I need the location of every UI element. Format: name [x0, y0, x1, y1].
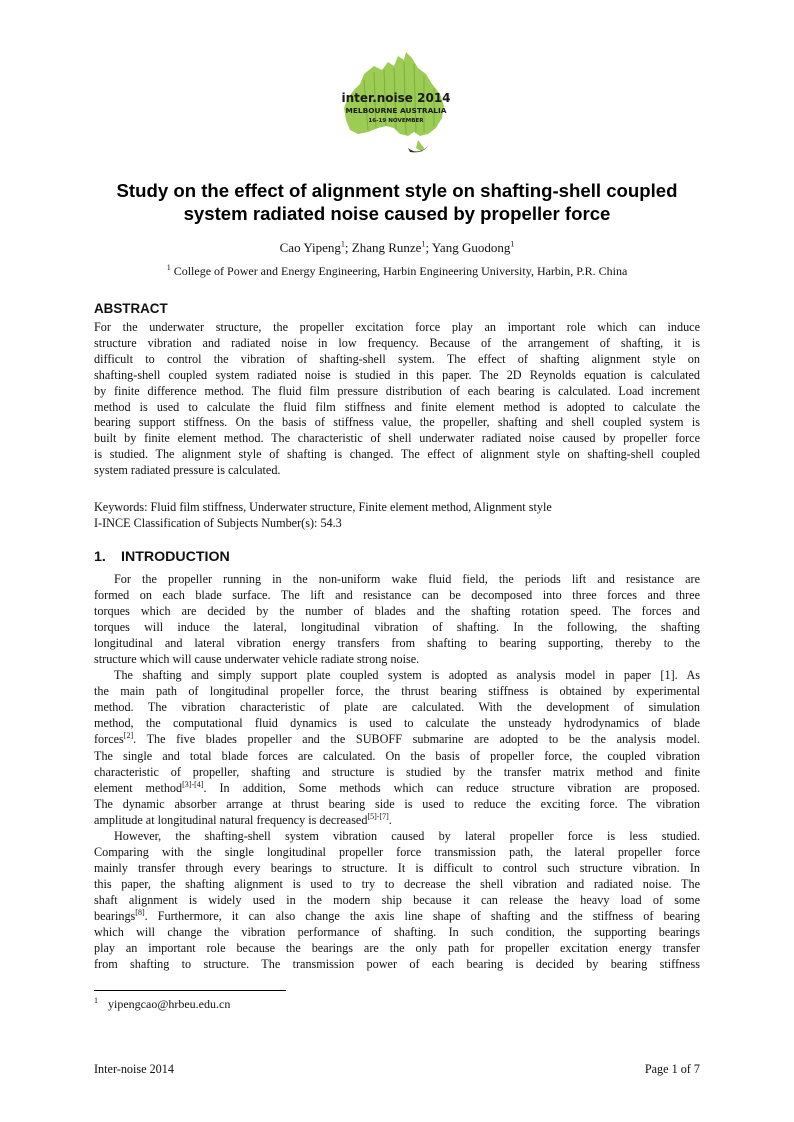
- section-number: 1.: [94, 549, 106, 565]
- line-text: Comparing with the single longitudinal propeller force transmission path, the lateral propeller force: [94, 844, 700, 859]
- author-affil-mark: 1: [421, 239, 426, 249]
- abstract-line: is studied. The alignment style of shafting is changed. The effect of alignment style on shafting-shell coupled: [94, 447, 700, 462]
- introduction-heading: [94, 549, 230, 566]
- paragraph-line: [94, 876, 700, 892]
- australia-map-logo: [334, 44, 458, 162]
- line-text: formed on each blade surface. The lift and resistance can be decomposed into three forces and three: [94, 588, 700, 603]
- paragraph-line: [94, 699, 700, 715]
- line-text: which will change the vibration performance of shafting. In such condition, the supporting bearings: [94, 925, 700, 940]
- author-list: [94, 240, 700, 256]
- line-text: play an important role because the bearings are the only path for propeller excitation energy transfer: [94, 941, 700, 956]
- abstract-line: shafting-shell coupled system radiated noise is studied in this paper. The 2D Reynolds equation is calculated: [94, 367, 700, 382]
- author-separator: ;: [344, 240, 352, 255]
- paragraph-line: [94, 619, 700, 635]
- line-text: characteristic of propeller, shafting and structure is studied by the transfer matrix method and finite: [94, 764, 700, 779]
- line-text: However, the shafting-shell system vibration caused by lateral propeller force is less studied.: [114, 828, 700, 843]
- paragraph-line: [94, 780, 700, 796]
- abstract-line: For the underwater structure, the propeller excitation force play an important role which can induce: [94, 320, 700, 334]
- paragraph-line: [94, 860, 700, 876]
- paragraph-line: [94, 924, 700, 940]
- paragraph-line: [94, 715, 700, 731]
- footer-conference: Inter-noise 2014: [94, 1062, 174, 1076]
- abstract-heading: ABSTRACT: [94, 301, 168, 316]
- paragraph-line: [94, 908, 700, 924]
- conference-logo: [334, 44, 458, 162]
- author-name: Yang Guodong: [431, 240, 511, 255]
- line-text: The dynamic absorber arrange at thrust bearing side is used to reduce the exciting force. The vibration: [94, 796, 700, 811]
- line-text: method, the computational fluid dynamics is used to calculate the unsteady hydrodynamics of blade: [94, 716, 700, 731]
- paragraph-line: [94, 956, 700, 972]
- paragraph-line: [94, 844, 700, 860]
- citation-ref: [2]: [123, 731, 134, 741]
- footnote: [94, 997, 230, 1012]
- abstract-body: [94, 320, 700, 479]
- footnote-rule: [94, 990, 286, 991]
- affiliation: [94, 264, 700, 279]
- paragraph-line: [94, 603, 700, 619]
- citation-ref: [3]-[4]: [182, 779, 204, 789]
- paper-title: [80, 179, 714, 225]
- line-text: this paper, the shafting alignment is used to try to decrease the shell vibration and radiated noise. The: [94, 876, 700, 891]
- abstract-line: structure vibration and radiated noise in low frequency. Because of the arrangement of shafting, it is: [94, 335, 700, 350]
- abstract-line: built by finite element method. The characteristic of shell underwater radiated noise caused by propeller force: [94, 431, 700, 446]
- line-text: the main path of longitudinal propeller force, the thrust bearing stiffness is obtained by experimental: [94, 684, 700, 699]
- title-line-2: system radiated noise caused by propeller force: [183, 203, 611, 224]
- abstract-line: system radiated pressure is calculated.: [94, 463, 281, 478]
- line-text: bearings: [94, 908, 136, 923]
- paragraph-line: [94, 764, 700, 780]
- line-text: torques will induce the lateral, longitudinal vibration of shafting. In the following, the shafting: [94, 620, 700, 635]
- classification: I-INCE Classification of Subjects Number(s): 54.3: [94, 516, 342, 530]
- paragraph-line: [94, 892, 700, 908]
- line-text-continued: . In addition, Some methods which can reduce structure vibration are proposed.: [203, 780, 700, 795]
- footnote-email: yipengcao@hrbeu.edu.cn: [108, 997, 231, 1011]
- paragraph-line: [94, 683, 700, 699]
- author-name: Cao Yipeng: [279, 240, 341, 255]
- paragraph-line: [94, 796, 700, 812]
- logo-line2: MELBOURNE AUSTRALIA: [345, 106, 447, 115]
- author-name: Zhang Runze: [351, 240, 422, 255]
- line-text: method. The vibration characteristic of plate are calculated. With the development of simulation: [94, 700, 700, 715]
- line-text: structure which will cause underwater vehicle radiate strong noise.: [94, 652, 420, 667]
- line-text: The shafting and simply support plate coupled system is adopted as analysis model in paper [1]. As: [114, 668, 700, 683]
- line-text: amplitude at longitudinal natural frequency is decreased: [94, 812, 368, 827]
- paragraph-line: [94, 940, 700, 956]
- abstract-line: difficult to control the vibration of shafting-shell system. The effect of shafting alignment style on: [94, 351, 700, 366]
- abstract-line: method is used to calculate the fluid film stiffness and finite element method is adopted to calculate the: [94, 399, 700, 414]
- line-text: forces: [94, 732, 124, 747]
- paragraph-line: [94, 748, 700, 764]
- section-title: INTRODUCTION: [121, 549, 230, 565]
- author-separator: ;: [425, 240, 432, 255]
- line-text: from shafting to structure. The transmission power of each bearing is decided by bearing stiffness: [94, 957, 700, 972]
- paragraph-line: [94, 667, 700, 683]
- title-line-1: Study on the effect of alignment style on shafting-shell coupled: [116, 180, 678, 201]
- paragraph-line: [94, 651, 700, 667]
- keywords: Keywords: Fluid film stiffness, Underwater structure, Finite element method, Alignment style: [94, 500, 552, 514]
- line-text: torques which are decided by the number of blades and the shafting rotation speed. The forces and: [94, 604, 700, 619]
- introduction-body: [94, 571, 700, 972]
- line-text: For the propeller running in the non-uniform wake fluid field, the periods lift and resistance are: [114, 572, 700, 586]
- line-text: element method: [94, 780, 183, 795]
- line-text: mainly transfer through every bearings to structure. It is difficult to control such structure vibration. In: [94, 860, 700, 875]
- abstract-line: by finite difference method. The fluid film pressure distribution of each bearing is calculated. Load increment: [94, 383, 700, 398]
- footnote-mark: 1: [94, 996, 98, 1005]
- keywords-block: [94, 499, 700, 531]
- paragraph-line: [94, 828, 700, 844]
- citation-ref: [5]-[7]: [367, 811, 389, 821]
- affiliation-text: College of Power and Energy Engineering, Harbin Engineering University, Harbin, P.R. China: [170, 264, 628, 278]
- paragraph-line: [94, 812, 700, 828]
- paragraph-line: [94, 731, 700, 747]
- line-text: The single and total blade forces are calculated. On the basis of propeller force, the coupled vibration: [94, 748, 700, 763]
- paragraph-line: [94, 587, 700, 603]
- abstract-line: bearing support stiffness. On the basis of stiffness value, the propeller, shafting and shell coupled system is: [94, 415, 700, 430]
- line-text-continued: .: [388, 812, 392, 827]
- paragraph-line: [94, 635, 700, 651]
- line-text: shaft alignment is widely used in the modern ship because it can release the heavy load of some: [94, 892, 700, 907]
- paragraph-line: [94, 571, 700, 587]
- author-affil-mark: 1: [510, 239, 515, 249]
- line-text-continued: . The five blades propeller and the SUBOFF submarine are adopted to be the analysis model.: [133, 732, 700, 747]
- logo-line3: 16-19 NOVEMBER: [368, 118, 424, 124]
- line-text-continued: . Furthermore, it can also change the axis line shape of shafting and the stiffness of bearing: [144, 908, 700, 923]
- author-affil-mark: 1: [340, 239, 345, 249]
- line-text: longitudinal and lateral vibration energy transfers from shafting to bearing supporting, thereby to the: [94, 636, 700, 651]
- affiliation-mark: 1: [166, 263, 171, 272]
- logo-line1: inter.noise 2014: [341, 91, 451, 105]
- footer-page-number: Page 1 of 7: [644, 1062, 700, 1076]
- citation-ref: [8]: [135, 907, 145, 917]
